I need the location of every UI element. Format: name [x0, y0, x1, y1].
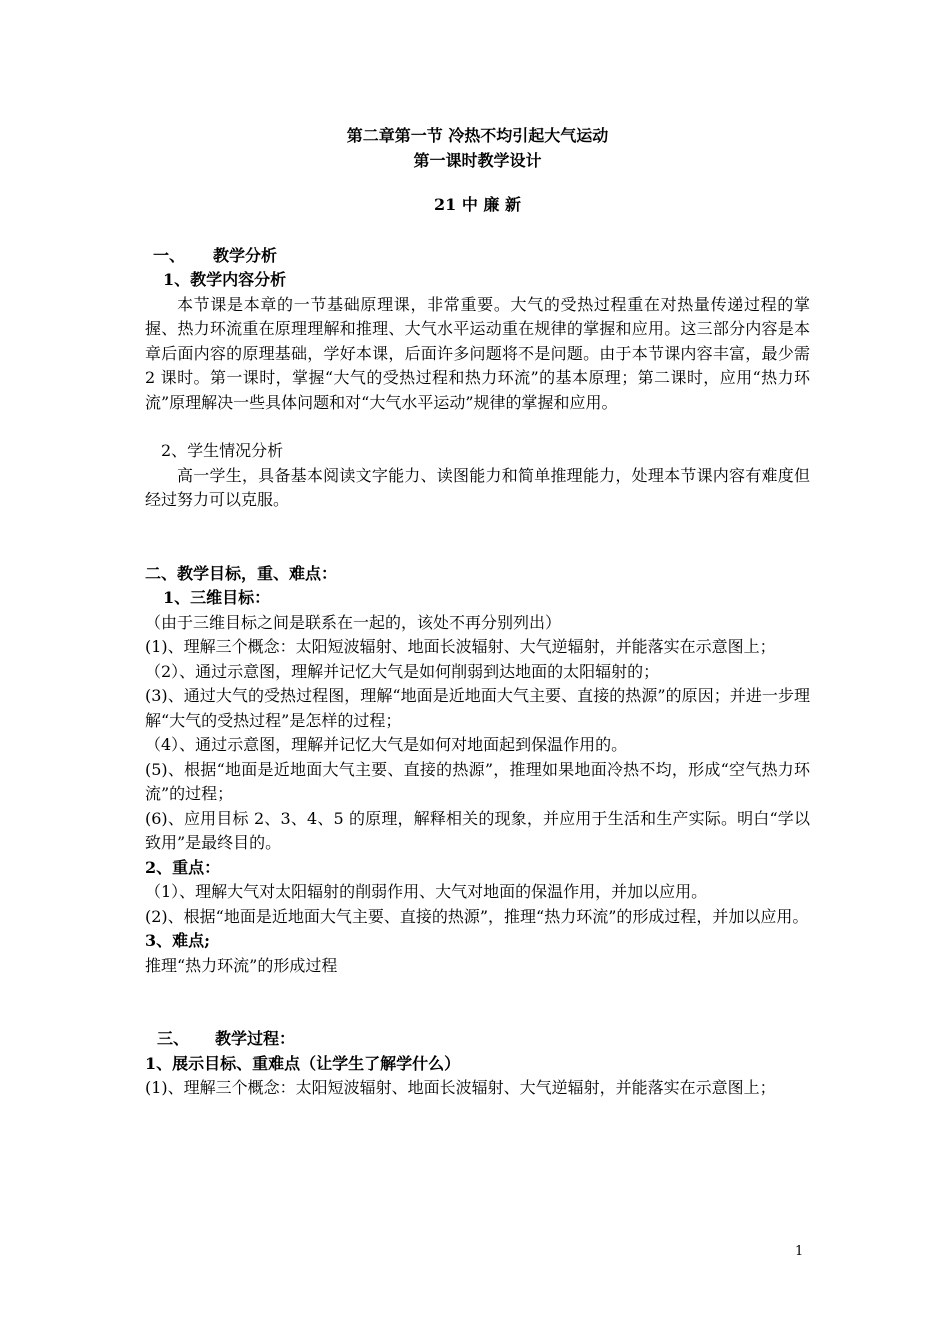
section-3-1-heading: 1、展示目标、重难点（让学生了解学什么）: [145, 1053, 461, 1073]
page-number: 1: [795, 1244, 804, 1259]
difficulty-body: 推理“热力环流”的形成过程: [145, 955, 338, 975]
goal-item: （4）、通过示意图，理解并记忆大气是如何对地面起到保温作用的。: [145, 735, 628, 754]
section-2-1-heading: 1、三维目标：: [163, 588, 271, 607]
section-3-heading: [145, 1027, 810, 1052]
section-3-1-body: (1)、理解三个概念：太阳短波辐射、地面长波辐射、大气逆辐射，并能落实在示意图上；: [145, 1078, 776, 1097]
goal-item: （2）、通过示意图，理解并记忆大气是如何削弱到达地面的太阳辐射的；: [145, 661, 660, 681]
section-1-1-heading: 1、教学内容分析: [163, 270, 287, 289]
document-subtitle: 第一课时教学设计: [413, 150, 542, 170]
section-1-2-heading: 2、学生情况分析: [161, 441, 284, 460]
goal-item: (5)、根据“地面是近地面大气主要、直接的热源”，推理如果地面冷热不均，形成“空气热力环流”的过程；: [145, 759, 810, 803]
section-1-number: 一、: [153, 245, 186, 265]
goal-item: (1)、理解三个概念：太阳短波辐射、地面长波辐射、大气逆辐射，并能落实在示意图上；: [145, 637, 776, 656]
section-1-title: 教学分析: [213, 245, 278, 265]
section-1-1-body: 本节课是本章的一节基础原理课，非常重要。大气的受热过程重在对热量传递过程的掌握、热力环流重在原理理解和推理、大气水平运动重在规律的掌握和应用。这三部分内容是本章后面内容的原理基础，学好本课，后面许多问题将不是问题。由于本节课内容丰富，最少需 2 课时。第一课时，掌握“大气的受热过程和热力环流”的基本原理；第二课时，应用“热力环流”原理解决一些具体问题和对“大气水平运动”规律的掌握和应用。: [145, 294, 810, 412]
section-2-note: （由于三维目标之间是联系在一起的，该处不再分别列出）: [145, 612, 562, 632]
goal-item: (6)、应用目标 2、3、4、5 的原理，解释相关的现象，并应用于生活和生产实际。明白“学以致用”是最终目的。: [145, 808, 810, 852]
section-1-heading: [145, 244, 810, 269]
key-point-item: (2)、根据“地面是近地面大气主要、直接的热源”，推理“热力环流”的形成过程，并加以应用。: [145, 906, 809, 926]
section-1-2-body: 高一学生，具备基本阅读文字能力、读图能力和简单推理能力，处理本节课内容有难度但经过努力可以克服。: [145, 465, 810, 509]
key-points-heading: 2、重点：: [145, 857, 221, 877]
document-author: 21 中 廉 新: [434, 195, 521, 214]
goal-item: (3)、通过大气的受热过程图，理解“地面是近地面大气主要、直接的热源”的原因；并进一步理解“大气的受热过程”是怎样的过程；: [145, 686, 810, 730]
section-3-title: 教学过程：: [215, 1029, 296, 1048]
section-2-heading: 二、教学目标，重、难点：: [145, 563, 338, 583]
difficulty-heading: 3、难点;: [145, 931, 211, 950]
section-3-number: 三、: [157, 1029, 190, 1048]
key-point-item: （1）、理解大气对太阳辐射的削弱作用、大气对地面的保温作用，并加以应用。: [145, 882, 708, 901]
document-page: [145, 120, 810, 1101]
document-title: 第二章第一节 冷热不均引起大气运动: [346, 126, 609, 145]
